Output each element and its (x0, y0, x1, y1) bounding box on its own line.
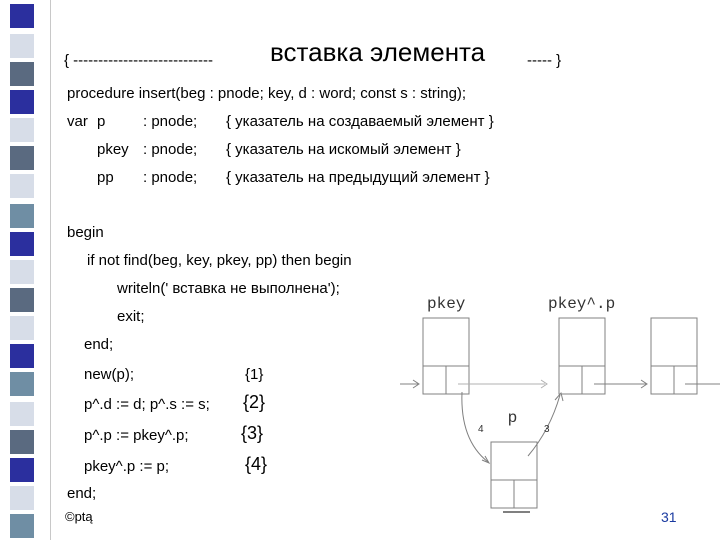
strip-square (10, 344, 34, 368)
label-pkey-p: pkey^.p (548, 295, 616, 313)
label-step-3: 3 (544, 424, 550, 435)
linked-list-diagram (400, 280, 720, 520)
step-label: {2} (243, 392, 266, 412)
strip-square (10, 146, 34, 170)
node-right (651, 318, 697, 394)
divider-line (50, 0, 51, 540)
code-writeln-line: writeln(' вставка не выполнена'); (117, 280, 340, 297)
step-label: {3} (241, 423, 264, 443)
node-p (491, 442, 537, 512)
strip-square (10, 514, 34, 538)
slide-title: вставка элемента (270, 37, 486, 67)
step-label: {4} (245, 454, 268, 474)
label-step-4: 4 (478, 424, 484, 435)
code-if-line: if not find(beg, key, pkey, pp) then begin (87, 252, 352, 269)
strip-square (10, 430, 34, 454)
var-keyword: var (67, 113, 88, 130)
strip-square (10, 372, 34, 396)
strip-square (10, 232, 34, 256)
code-end-inner: end; (84, 336, 114, 353)
strip-square (10, 402, 34, 426)
code-end-final: end; (67, 485, 97, 502)
procedure-header: procedure insert(beg : pnode; key, d : word; const s : string); (67, 85, 467, 102)
arrow-4 (462, 392, 488, 462)
strip-square (10, 458, 34, 482)
var-comment: { указатель на предыдущий элемент } (226, 169, 490, 186)
code-step: p^.d := d; p^.s := s; (84, 396, 210, 413)
var-type: : pnode; (143, 169, 198, 186)
node-pkey-next (559, 318, 605, 394)
strip-square (10, 288, 34, 312)
strip-square (10, 316, 34, 340)
var-comment: { указатель на искомый элемент } (226, 141, 461, 158)
strip-square (10, 90, 34, 114)
var-name: pkey (97, 141, 129, 158)
strip-square (10, 486, 34, 510)
code-step: pkey^.p := p; (84, 458, 170, 475)
strip-square (10, 4, 34, 28)
strip-square (10, 174, 34, 198)
node-pkey (423, 318, 469, 394)
var-type: : pnode; (143, 113, 198, 130)
strip-square (10, 204, 34, 228)
strip-square (10, 34, 34, 58)
page-number: 31 (661, 509, 677, 525)
title-prefix: { ---------------------------- (64, 52, 214, 69)
var-name: p (97, 113, 106, 130)
var-type: : pnode; (143, 141, 198, 158)
var-name: pp (97, 169, 114, 186)
label-p: p (508, 409, 517, 426)
label-pkey: pkey (427, 295, 466, 313)
code-step: new(p); (84, 366, 135, 383)
var-comment: { указатель на создаваемый элемент } (226, 113, 494, 130)
decorative-strip (0, 0, 44, 540)
footer-copyright: ©ptą (65, 509, 93, 524)
code-exit-line: exit; (117, 308, 145, 325)
code-begin: begin (67, 224, 104, 241)
strip-square (10, 118, 34, 142)
code-step: p^.p := pkey^.p; (84, 427, 189, 444)
strip-square (10, 62, 34, 86)
title-suffix: ----- } (527, 52, 562, 69)
strip-square (10, 260, 34, 284)
step-label: {1} (245, 366, 264, 383)
